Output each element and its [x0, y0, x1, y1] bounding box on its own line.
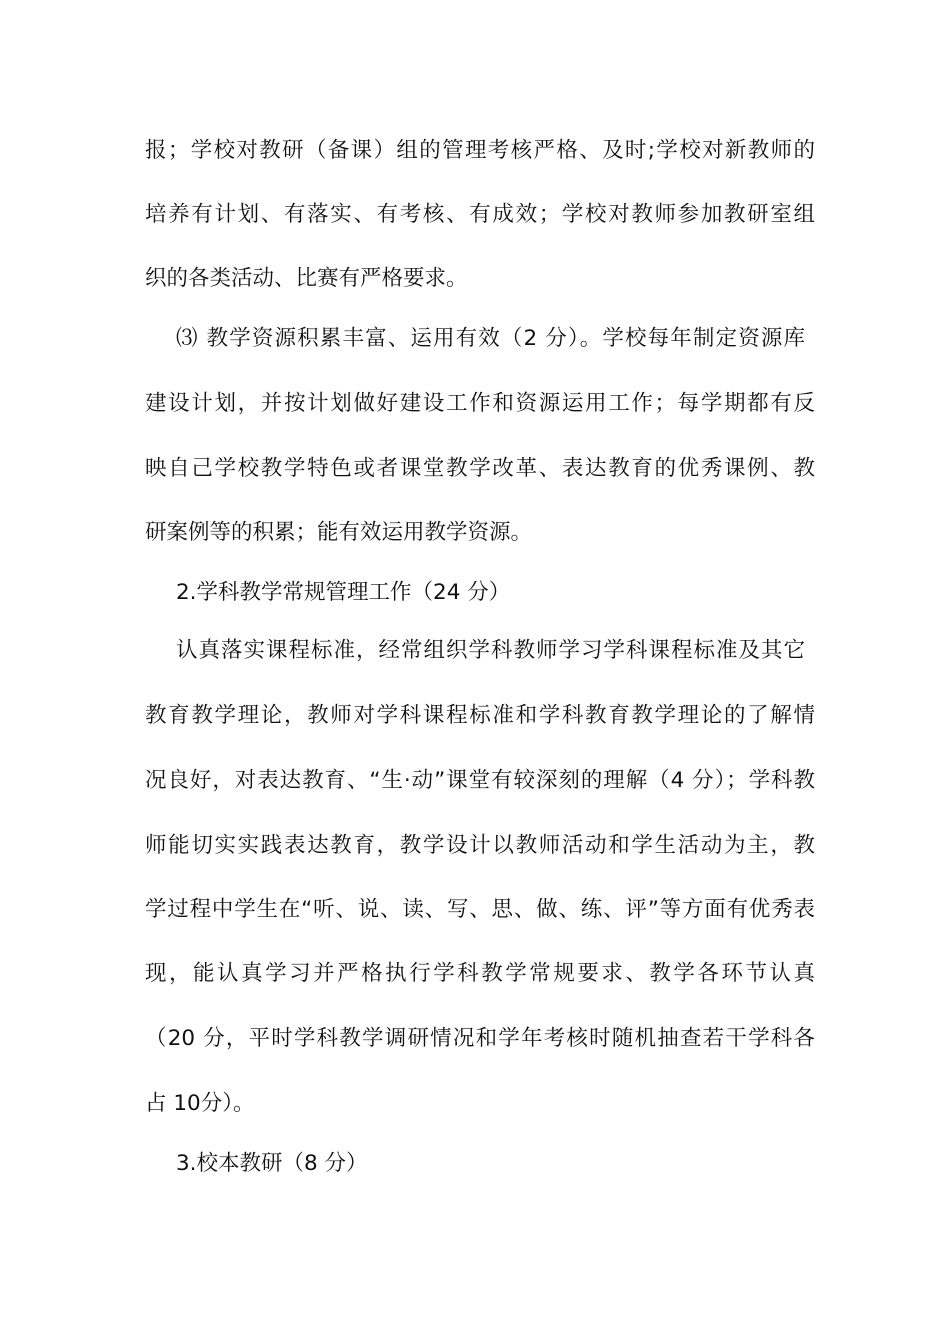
- text-line-6: 映自己学校教学特色或者课堂教学改革、表达教育的优秀课例、教: [145, 456, 815, 481]
- text-line-12: 师能切实实践表达教育，教学设计以教师活动和学生活动为主，教: [145, 833, 815, 858]
- text-line-7: 研案例等的积累；能有效运用教学资源。: [145, 520, 533, 545]
- text-line-10: 教育教学理论，教师对学科课程标准和学科教育教学理论的了解情: [145, 703, 815, 728]
- text-line-15: （20 分，平时学科教学调研情况和学年考核时随机抽查若干学科各: [145, 1026, 815, 1051]
- text-line-5: 建设计划，并按计划做好建设工作和资源运用工作；每学期都有反: [145, 391, 815, 416]
- section-heading-2: 2.学科教学常规管理工作（24 分）: [176, 580, 511, 605]
- text-line-16: 占 10分）。: [145, 1091, 255, 1116]
- text-line-13: 学过程中学生在“听、说、读、写、思、做、练、评”等方面有优秀表: [145, 897, 815, 922]
- text-line-3: 织的各类活动、比赛有严格要求。: [145, 266, 468, 291]
- text-line-1: 报；学校对教研（备课）组的管理考核严格、及时;学校对新教师的: [145, 138, 815, 163]
- text-line-4: ⑶ 教学资源积累丰富、运用有效（2 分）。学校每年制定资源库: [176, 326, 805, 351]
- text-line-9: 认真落实课程标准，经常组织学科教师学习学科课程标准及其它: [176, 638, 805, 663]
- section-heading-3: 3.校本教研（8 分）: [176, 1151, 368, 1176]
- text-line-11: 况良好，对表达教育、“生·动”课堂有较深刻的理解（4 分）；学科教: [145, 768, 815, 793]
- text-line-2: 培养有计划、有落实、有考核、有成效；学校对教师参加教研室组: [145, 202, 815, 227]
- text-line-14: 现，能认真学习并严格执行学科教学常规要求、教学各环节认真: [145, 961, 815, 986]
